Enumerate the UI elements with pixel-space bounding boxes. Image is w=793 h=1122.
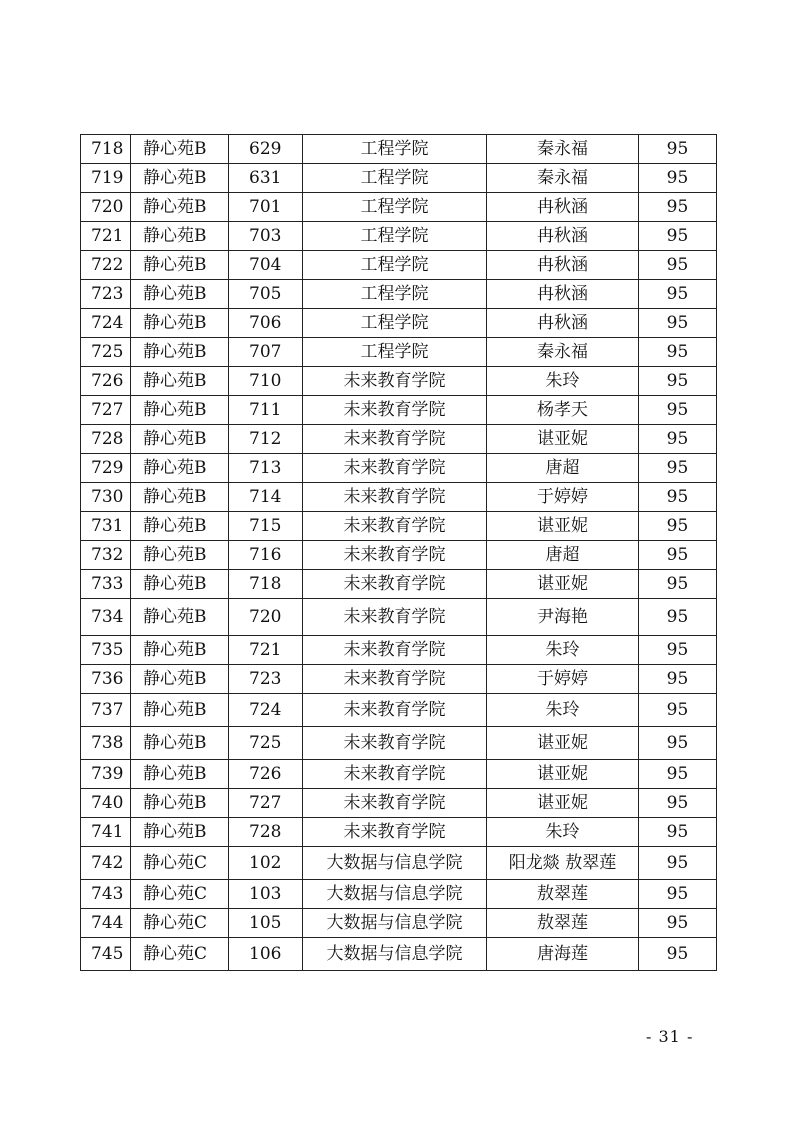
- cell-score: 95: [639, 818, 717, 847]
- cell-college: 大数据与信息学院: [303, 938, 487, 971]
- cell-person: 冉秋涵: [487, 222, 639, 251]
- cell-number: 727: [81, 396, 131, 425]
- cell-number: 739: [81, 760, 131, 789]
- cell-number: 738: [81, 727, 131, 760]
- cell-number: 726: [81, 367, 131, 396]
- cell-number: 737: [81, 694, 131, 727]
- cell-person: 敖翠莲: [487, 880, 639, 909]
- cell-score: 95: [639, 164, 717, 193]
- cell-building: 静心苑B: [131, 425, 229, 454]
- cell-college: 未来教育学院: [303, 727, 487, 760]
- cell-room: 721: [229, 636, 303, 665]
- cell-score: 95: [639, 541, 717, 570]
- cell-score: 95: [639, 909, 717, 938]
- cell-room: 703: [229, 222, 303, 251]
- cell-college: 未来教育学院: [303, 396, 487, 425]
- cell-building: 静心苑B: [131, 483, 229, 512]
- cell-college: 工程学院: [303, 338, 487, 367]
- cell-number: 728: [81, 425, 131, 454]
- cell-college: 工程学院: [303, 193, 487, 222]
- cell-person: 唐超: [487, 541, 639, 570]
- cell-score: 95: [639, 454, 717, 483]
- cell-score: 95: [639, 367, 717, 396]
- cell-room: 707: [229, 338, 303, 367]
- cell-room: 631: [229, 164, 303, 193]
- table-row: [81, 818, 717, 847]
- cell-number: 742: [81, 847, 131, 880]
- cell-room: 723: [229, 665, 303, 694]
- table-row: [81, 338, 717, 367]
- cell-person: 杨孝天: [487, 396, 639, 425]
- cell-person: 阳龙燚 敖翠莲: [487, 847, 639, 880]
- cell-score: 95: [639, 396, 717, 425]
- table-row: [81, 541, 717, 570]
- cell-room: 718: [229, 570, 303, 599]
- table-row: [81, 789, 717, 818]
- cell-room: 714: [229, 483, 303, 512]
- cell-room: 704: [229, 251, 303, 280]
- cell-number: 720: [81, 193, 131, 222]
- cell-building: 静心苑B: [131, 164, 229, 193]
- cell-room: 706: [229, 309, 303, 338]
- cell-college: 工程学院: [303, 135, 487, 164]
- cell-college: 未来教育学院: [303, 665, 487, 694]
- cell-score: 95: [639, 636, 717, 665]
- cell-college: 未来教育学院: [303, 599, 487, 636]
- cell-college: 未来教育学院: [303, 789, 487, 818]
- table-row: [81, 694, 717, 727]
- cell-number: 724: [81, 309, 131, 338]
- cell-person: 唐海莲: [487, 938, 639, 971]
- table-row: [81, 164, 717, 193]
- cell-building: 静心苑B: [131, 665, 229, 694]
- cell-college: 未来教育学院: [303, 760, 487, 789]
- cell-college: 未来教育学院: [303, 425, 487, 454]
- cell-score: 95: [639, 789, 717, 818]
- cell-building: 静心苑C: [131, 880, 229, 909]
- cell-person: 谌亚妮: [487, 425, 639, 454]
- cell-person: 谌亚妮: [487, 512, 639, 541]
- cell-person: 朱玲: [487, 636, 639, 665]
- table-row: [81, 280, 717, 309]
- table-row: [81, 425, 717, 454]
- cell-college: 工程学院: [303, 251, 487, 280]
- page-number: - 31 -: [646, 1027, 694, 1046]
- cell-number: 729: [81, 454, 131, 483]
- cell-room: 727: [229, 789, 303, 818]
- cell-person: 谌亚妮: [487, 760, 639, 789]
- table-row: [81, 880, 717, 909]
- cell-building: 静心苑B: [131, 727, 229, 760]
- cell-college: 未来教育学院: [303, 454, 487, 483]
- cell-room: 712: [229, 425, 303, 454]
- cell-building: 静心苑B: [131, 396, 229, 425]
- cell-person: 冉秋涵: [487, 280, 639, 309]
- cell-college: 未来教育学院: [303, 367, 487, 396]
- cell-score: 95: [639, 222, 717, 251]
- cell-number: 734: [81, 599, 131, 636]
- cell-number: 730: [81, 483, 131, 512]
- cell-building: 静心苑C: [131, 909, 229, 938]
- cell-building: 静心苑C: [131, 847, 229, 880]
- table-row: [81, 636, 717, 665]
- cell-number: 725: [81, 338, 131, 367]
- cell-score: 95: [639, 599, 717, 636]
- table-row: [81, 938, 717, 971]
- cell-building: 静心苑B: [131, 512, 229, 541]
- cell-score: 95: [639, 483, 717, 512]
- cell-building: 静心苑B: [131, 694, 229, 727]
- cell-building: 静心苑B: [131, 135, 229, 164]
- cell-room: 105: [229, 909, 303, 938]
- table-row: [81, 599, 717, 636]
- cell-room: 725: [229, 727, 303, 760]
- cell-building: 静心苑B: [131, 454, 229, 483]
- cell-building: 静心苑B: [131, 193, 229, 222]
- cell-room: 106: [229, 938, 303, 971]
- cell-college: 大数据与信息学院: [303, 909, 487, 938]
- cell-person: 尹海艳: [487, 599, 639, 636]
- table-row: [81, 570, 717, 599]
- table-row: [81, 665, 717, 694]
- cell-building: 静心苑B: [131, 760, 229, 789]
- cell-number: 740: [81, 789, 131, 818]
- cell-score: 95: [639, 847, 717, 880]
- cell-building: 静心苑B: [131, 338, 229, 367]
- cell-room: 710: [229, 367, 303, 396]
- cell-score: 95: [639, 512, 717, 541]
- cell-room: 726: [229, 760, 303, 789]
- table-row: [81, 760, 717, 789]
- cell-score: 95: [639, 309, 717, 338]
- cell-number: 733: [81, 570, 131, 599]
- cell-person: 朱玲: [487, 818, 639, 847]
- cell-number: 723: [81, 280, 131, 309]
- cell-room: 103: [229, 880, 303, 909]
- cell-college: 未来教育学院: [303, 512, 487, 541]
- cell-score: 95: [639, 338, 717, 367]
- cell-room: 724: [229, 694, 303, 727]
- cell-number: 735: [81, 636, 131, 665]
- cell-building: 静心苑B: [131, 280, 229, 309]
- table-row: [81, 251, 717, 280]
- table-row: [81, 483, 717, 512]
- cell-college: 工程学院: [303, 222, 487, 251]
- cell-room: 713: [229, 454, 303, 483]
- cell-building: 静心苑C: [131, 938, 229, 971]
- cell-number: 744: [81, 909, 131, 938]
- cell-number: 722: [81, 251, 131, 280]
- cell-room: 720: [229, 599, 303, 636]
- cell-number: 732: [81, 541, 131, 570]
- cell-building: 静心苑B: [131, 251, 229, 280]
- table-row: [81, 309, 717, 338]
- cell-person: 唐超: [487, 454, 639, 483]
- cell-building: 静心苑B: [131, 636, 229, 665]
- cell-score: 95: [639, 727, 717, 760]
- cell-building: 静心苑B: [131, 541, 229, 570]
- cell-room: 715: [229, 512, 303, 541]
- cell-building: 静心苑B: [131, 222, 229, 251]
- cell-college: 未来教育学院: [303, 483, 487, 512]
- cell-building: 静心苑B: [131, 789, 229, 818]
- cell-building: 静心苑B: [131, 570, 229, 599]
- cell-score: 95: [639, 251, 717, 280]
- cell-college: 工程学院: [303, 164, 487, 193]
- cell-person: 于婷婷: [487, 665, 639, 694]
- cell-room: 711: [229, 396, 303, 425]
- cell-college: 未来教育学院: [303, 541, 487, 570]
- cell-room: 629: [229, 135, 303, 164]
- cell-person: 冉秋涵: [487, 251, 639, 280]
- table-row: [81, 135, 717, 164]
- cell-number: 719: [81, 164, 131, 193]
- cell-building: 静心苑B: [131, 367, 229, 396]
- cell-college: 未来教育学院: [303, 818, 487, 847]
- cell-room: 102: [229, 847, 303, 880]
- cell-score: 95: [639, 694, 717, 727]
- table-row: [81, 222, 717, 251]
- cell-score: 95: [639, 280, 717, 309]
- cell-college: 大数据与信息学院: [303, 847, 487, 880]
- cell-room: 728: [229, 818, 303, 847]
- cell-building: 静心苑B: [131, 599, 229, 636]
- cell-person: 朱玲: [487, 694, 639, 727]
- cell-number: 731: [81, 512, 131, 541]
- cell-score: 95: [639, 135, 717, 164]
- cell-number: 721: [81, 222, 131, 251]
- cell-score: 95: [639, 760, 717, 789]
- cell-college: 工程学院: [303, 309, 487, 338]
- cell-score: 95: [639, 193, 717, 222]
- table-row: [81, 193, 717, 222]
- table-row: [81, 909, 717, 938]
- cell-number: 718: [81, 135, 131, 164]
- cell-college: 工程学院: [303, 280, 487, 309]
- table-body: [81, 135, 717, 971]
- cell-person: 谌亚妮: [487, 727, 639, 760]
- dormitory-score-table: [80, 134, 717, 971]
- cell-person: 于婷婷: [487, 483, 639, 512]
- cell-college: 未来教育学院: [303, 694, 487, 727]
- cell-person: 敖翠莲: [487, 909, 639, 938]
- cell-room: 705: [229, 280, 303, 309]
- cell-person: 秦永福: [487, 164, 639, 193]
- cell-person: 冉秋涵: [487, 193, 639, 222]
- cell-building: 静心苑B: [131, 309, 229, 338]
- cell-score: 95: [639, 425, 717, 454]
- cell-number: 741: [81, 818, 131, 847]
- table-row: [81, 367, 717, 396]
- cell-person: 谌亚妮: [487, 570, 639, 599]
- table-row: [81, 512, 717, 541]
- table-row: [81, 454, 717, 483]
- cell-college: 大数据与信息学院: [303, 880, 487, 909]
- cell-number: 743: [81, 880, 131, 909]
- table-row: [81, 847, 717, 880]
- cell-score: 95: [639, 938, 717, 971]
- cell-college: 未来教育学院: [303, 636, 487, 665]
- cell-score: 95: [639, 665, 717, 694]
- cell-college: 未来教育学院: [303, 570, 487, 599]
- table-row: [81, 396, 717, 425]
- cell-number: 745: [81, 938, 131, 971]
- cell-person: 秦永福: [487, 135, 639, 164]
- cell-person: 朱玲: [487, 367, 639, 396]
- cell-number: 736: [81, 665, 131, 694]
- cell-person: 谌亚妮: [487, 789, 639, 818]
- cell-score: 95: [639, 880, 717, 909]
- cell-score: 95: [639, 570, 717, 599]
- cell-room: 701: [229, 193, 303, 222]
- cell-building: 静心苑B: [131, 818, 229, 847]
- cell-room: 716: [229, 541, 303, 570]
- table-row: [81, 727, 717, 760]
- cell-person: 冉秋涵: [487, 309, 639, 338]
- cell-person: 秦永福: [487, 338, 639, 367]
